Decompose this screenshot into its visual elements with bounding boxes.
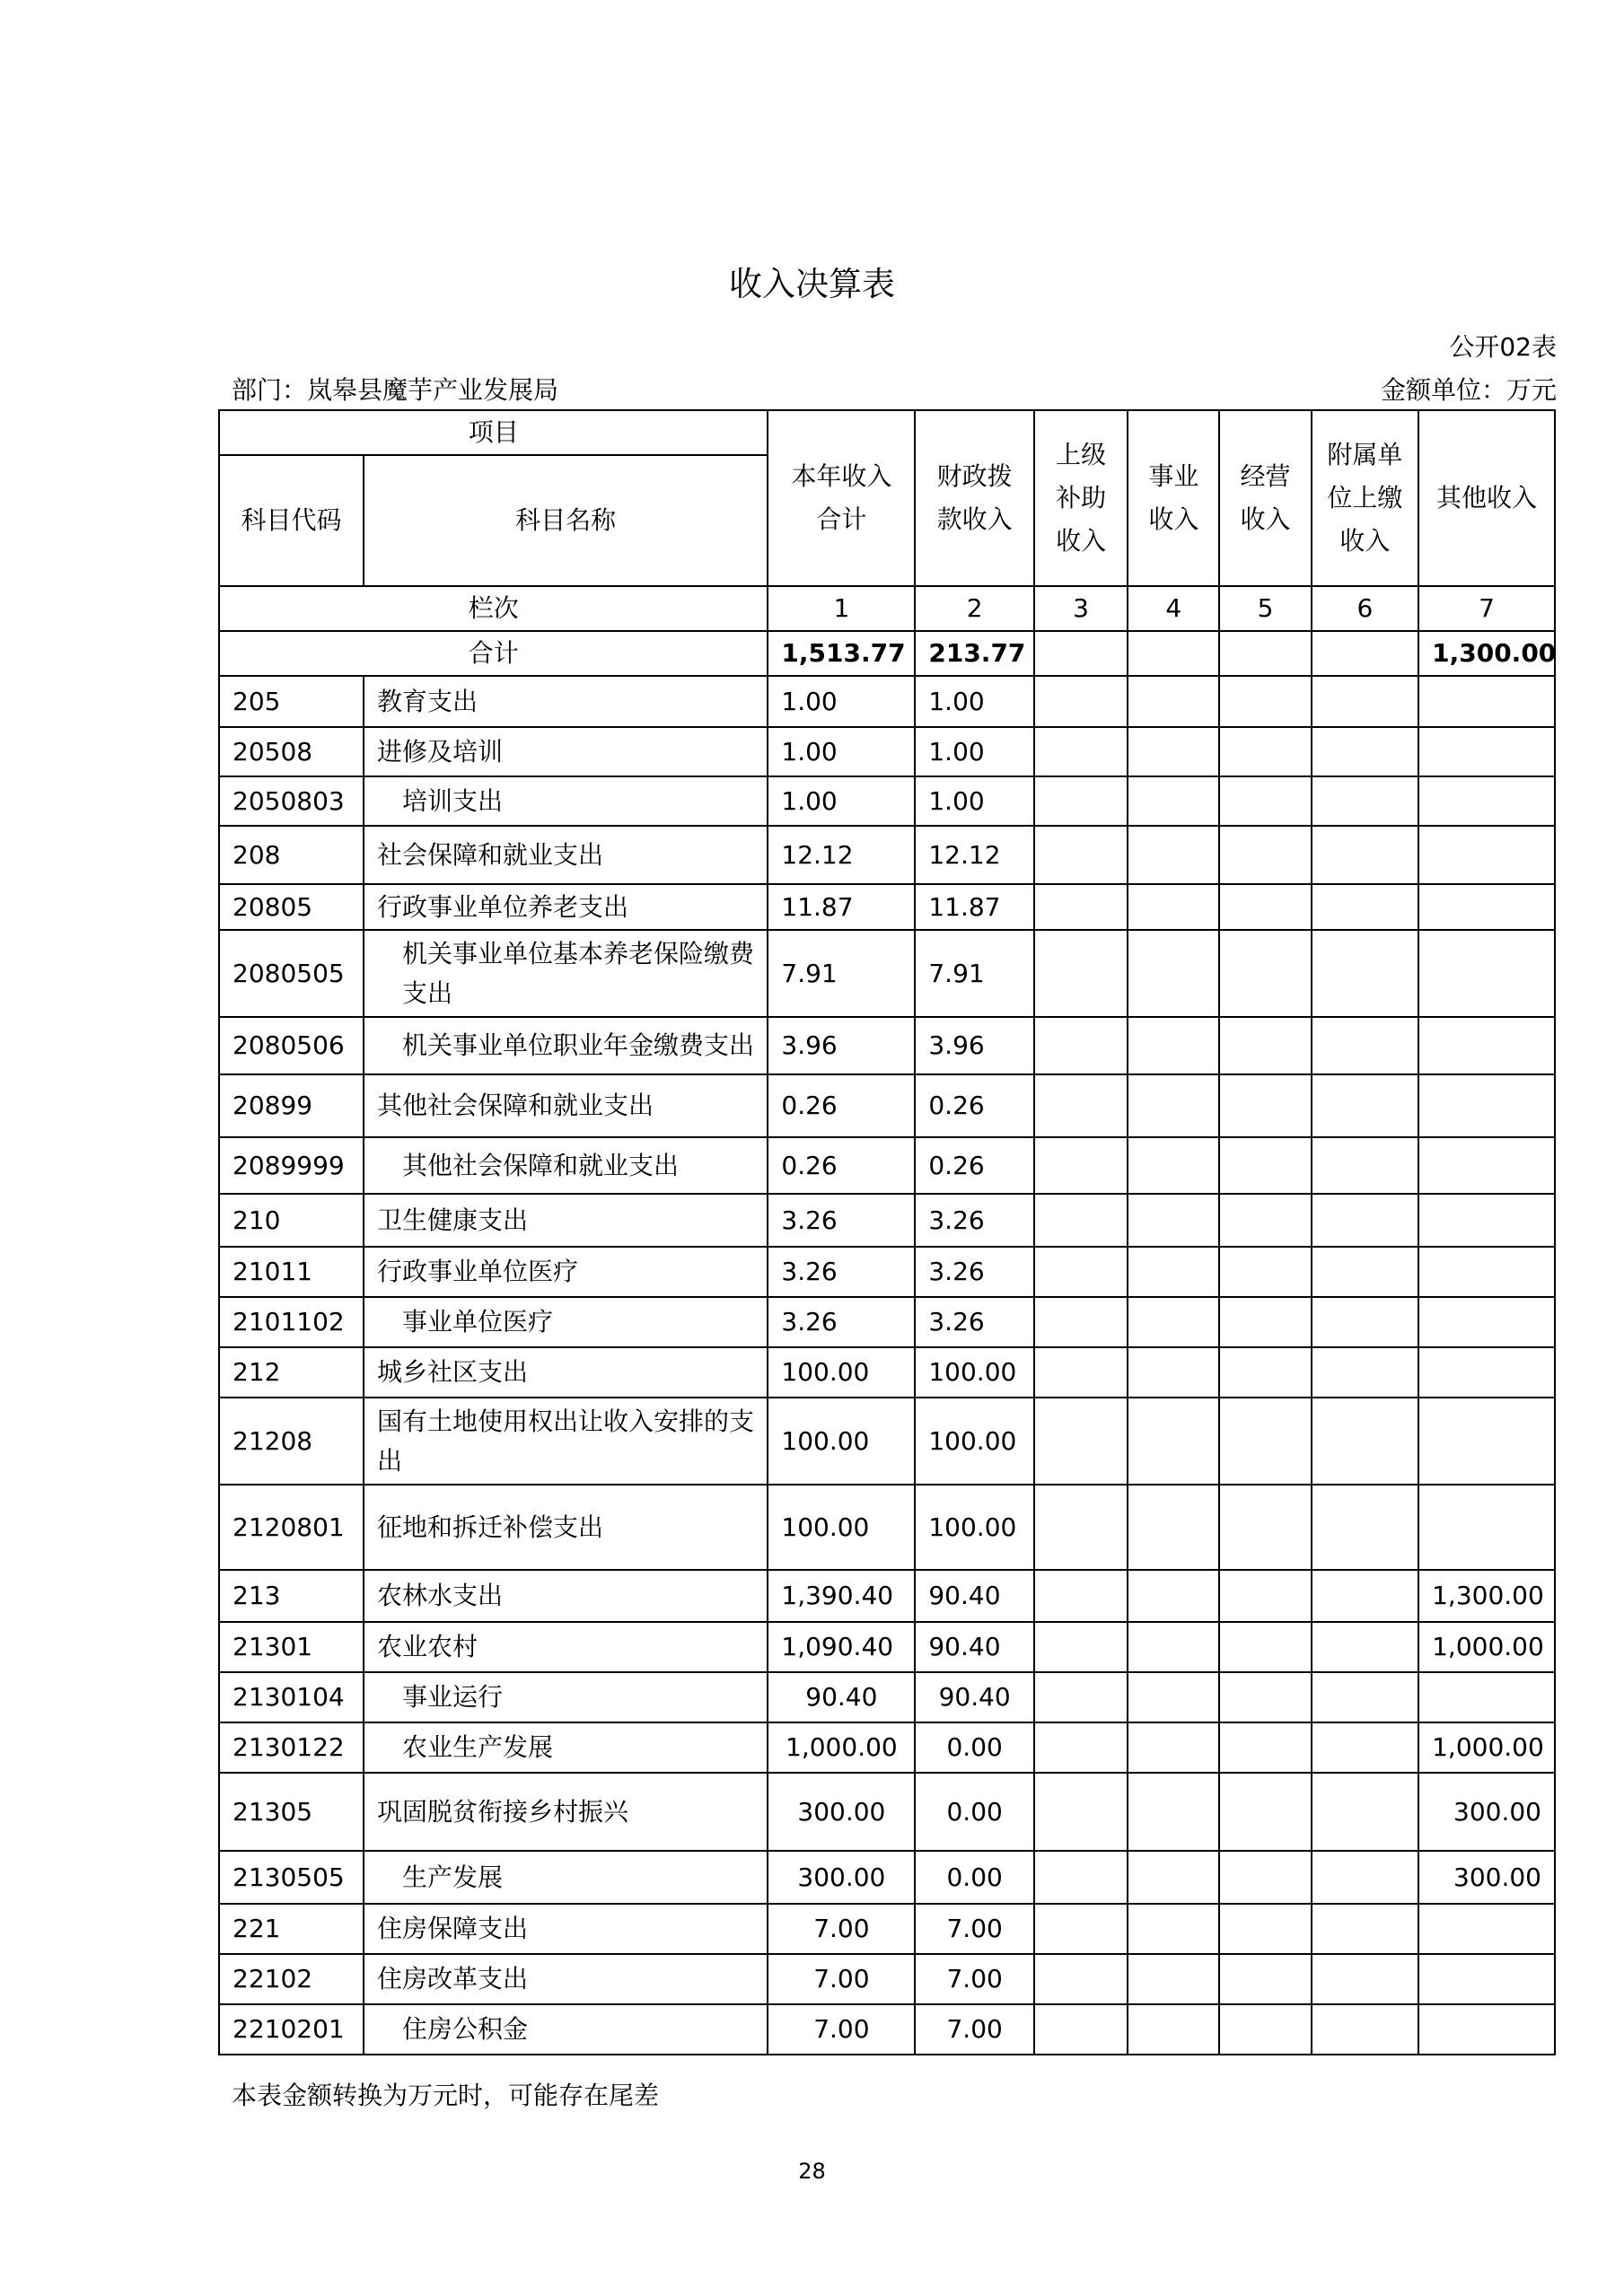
cell-name: 培训支出	[364, 776, 768, 826]
cell-affiliated	[1312, 676, 1418, 727]
cell-operating	[1219, 1297, 1311, 1347]
cell-fiscal: 7.00	[915, 1954, 1034, 2004]
cell-affiliated	[1312, 2004, 1418, 2055]
cell-code: 2130104	[219, 1672, 364, 1722]
cell-code: 2050803	[219, 776, 364, 826]
cell-total: 3.26	[768, 1194, 915, 1247]
cell-other	[1418, 776, 1555, 826]
cell-operating	[1219, 1570, 1311, 1622]
cell-code: 21011	[219, 1247, 364, 1297]
cell-affiliated	[1312, 727, 1418, 776]
col-index: 5	[1219, 586, 1311, 631]
cell-superior	[1034, 1247, 1128, 1297]
table-row	[219, 826, 1555, 884]
cell-affiliated	[1312, 1851, 1418, 1904]
cell-name: 事业运行	[364, 1672, 768, 1722]
cell-operating	[1219, 1137, 1311, 1194]
cell-total: 90.40	[768, 1672, 915, 1722]
cell-fiscal: 100.00	[915, 1485, 1034, 1570]
cell-other	[1418, 826, 1555, 884]
cell-code: 2210201	[219, 2004, 364, 2055]
cell-business	[1128, 1398, 1219, 1485]
cell-fiscal: 90.40	[915, 1672, 1034, 1722]
col-index: 1	[768, 586, 915, 631]
table-row	[219, 1194, 1555, 1247]
cell-superior	[1034, 1904, 1128, 1954]
cell-total: 3.26	[768, 1297, 915, 1347]
cell-total: 100.00	[768, 1347, 915, 1398]
cell-other	[1418, 727, 1555, 776]
cell-fiscal: 100.00	[915, 1398, 1034, 1485]
cell-fiscal: 3.26	[915, 1194, 1034, 1247]
cell-affiliated	[1312, 1297, 1418, 1347]
header-other	[1418, 410, 1555, 586]
page-number: 28	[798, 2159, 826, 2184]
cell-business	[1128, 826, 1219, 884]
cell-fiscal: 12.12	[915, 826, 1034, 884]
cell-business	[1128, 1773, 1219, 1851]
header-affiliated	[1312, 410, 1418, 586]
header-total-label: 本年收入合计	[791, 461, 892, 534]
cell-other	[1418, 1297, 1555, 1347]
cell-other: 1,300.00	[1418, 1570, 1555, 1622]
cell-affiliated	[1312, 1247, 1418, 1297]
cell-code: 21305	[219, 1773, 364, 1851]
cell-code: 213	[219, 1570, 364, 1622]
cell-name: 其他社会保障和就业支出	[364, 1074, 768, 1137]
cell-fiscal: 3.26	[915, 1297, 1034, 1347]
total-label: 合计	[219, 631, 768, 676]
cell-fiscal: 1.00	[915, 727, 1034, 776]
cell-other	[1418, 1672, 1555, 1722]
cell-other	[1418, 884, 1555, 930]
cell-affiliated	[1312, 1347, 1418, 1398]
cell-operating	[1219, 1485, 1311, 1570]
cell-total: 7.91	[768, 930, 915, 1017]
cell-code: 208	[219, 826, 364, 884]
cell-business	[1128, 1247, 1219, 1297]
cell-business	[1128, 884, 1219, 930]
table-row	[219, 1722, 1555, 1773]
cell-total: 1,513.77	[768, 631, 915, 676]
cell-affiliated	[1312, 1570, 1418, 1622]
cell-fiscal: 7.91	[915, 930, 1034, 1017]
cell-operating	[1219, 1247, 1311, 1297]
cell-name: 进修及培训	[364, 727, 768, 776]
cell-superior	[1034, 1137, 1128, 1194]
cell-total: 7.00	[768, 1904, 915, 1954]
cell-business	[1128, 930, 1219, 1017]
cell-business	[1128, 1954, 1219, 2004]
cell-name: 行政事业单位养老支出	[364, 884, 768, 930]
cell-operating	[1219, 1347, 1311, 1398]
cell-fiscal: 7.00	[915, 2004, 1034, 2055]
cell-operating	[1219, 631, 1311, 676]
col-index: 6	[1312, 586, 1418, 631]
cell-other: 1,000.00	[1418, 1622, 1555, 1672]
header-superior-label: 上级补助收入	[1056, 440, 1107, 556]
cell-affiliated	[1312, 1194, 1418, 1247]
cell-code: 221	[219, 1904, 364, 1954]
cell-name: 农业农村	[364, 1622, 768, 1672]
cell-business	[1128, 1622, 1219, 1672]
cell-other	[1418, 930, 1555, 1017]
cell-other: 1,300.00	[1418, 631, 1555, 676]
cell-superior	[1034, 1347, 1128, 1398]
cell-fiscal: 0.00	[915, 1722, 1034, 1773]
table-row	[219, 1347, 1555, 1398]
cell-other	[1418, 1137, 1555, 1194]
cell-affiliated	[1312, 1954, 1418, 2004]
header-superior	[1034, 410, 1128, 586]
cell-superior	[1034, 1485, 1128, 1570]
header-operating-label: 经营收入	[1240, 461, 1291, 534]
col-index: 4	[1128, 586, 1219, 631]
cell-name: 社会保障和就业支出	[364, 826, 768, 884]
cell-name: 机关事业单位职业年金缴费支出	[364, 1017, 768, 1074]
cell-code: 2130122	[219, 1722, 364, 1773]
cell-name: 行政事业单位医疗	[364, 1247, 768, 1297]
header-business-label: 事业收入	[1148, 461, 1199, 534]
cell-superior	[1034, 884, 1128, 930]
cell-total: 1,000.00	[768, 1722, 915, 1773]
cell-superior	[1034, 930, 1128, 1017]
cell-fiscal: 90.40	[915, 1570, 1034, 1622]
cell-name: 农林水支出	[364, 1570, 768, 1622]
cell-total: 12.12	[768, 826, 915, 884]
cell-code: 2101102	[219, 1297, 364, 1347]
cell-business	[1128, 1194, 1219, 1247]
cell-fiscal: 0.00	[915, 1851, 1034, 1904]
cell-affiliated	[1312, 1017, 1418, 1074]
cell-other	[1418, 1017, 1555, 1074]
cell-operating	[1219, 1773, 1311, 1851]
col-index: 3	[1034, 586, 1128, 631]
cell-superior	[1034, 1672, 1128, 1722]
cell-operating	[1219, 1398, 1311, 1485]
cell-superior	[1034, 1570, 1128, 1622]
cell-business	[1128, 1347, 1219, 1398]
cell-operating	[1219, 884, 1311, 930]
cell-superior	[1034, 2004, 1128, 2055]
cell-fiscal: 3.96	[915, 1017, 1034, 1074]
cell-fiscal: 0.00	[915, 1773, 1034, 1851]
cell-superior	[1034, 1297, 1128, 1347]
cell-affiliated	[1312, 1672, 1418, 1722]
cell-business	[1128, 776, 1219, 826]
cell-total: 7.00	[768, 2004, 915, 2055]
cell-business	[1128, 1485, 1219, 1570]
cell-fiscal: 3.26	[915, 1247, 1034, 1297]
cell-name: 农业生产发展	[364, 1722, 768, 1773]
cell-name: 国有土地使用权出让收入安排的支出	[364, 1398, 768, 1485]
cell-business	[1128, 1074, 1219, 1137]
table-row	[219, 776, 1555, 826]
header-other-label: 其他收入	[1436, 483, 1538, 513]
department-label: 部门：岚皋县魔芋产业发展局	[232, 375, 559, 405]
cell-code: 2080506	[219, 1017, 364, 1074]
cell-business	[1128, 631, 1219, 676]
cell-operating	[1219, 1672, 1311, 1722]
cell-affiliated	[1312, 1622, 1418, 1672]
cell-code: 22102	[219, 1954, 364, 2004]
cell-operating	[1219, 826, 1311, 884]
row-index-label: 栏次	[219, 586, 768, 631]
cell-code: 20805	[219, 884, 364, 930]
cell-affiliated	[1312, 1904, 1418, 1954]
cell-operating	[1219, 727, 1311, 776]
cell-operating	[1219, 776, 1311, 826]
cell-code: 20899	[219, 1074, 364, 1137]
table-row	[219, 1570, 1555, 1622]
cell-superior	[1034, 1017, 1128, 1074]
header-fiscal	[915, 410, 1034, 586]
table-row	[219, 1398, 1555, 1485]
table-row	[219, 1074, 1555, 1137]
cell-business	[1128, 1851, 1219, 1904]
cell-name: 其他社会保障和就业支出	[364, 1137, 768, 1194]
table-row	[219, 1672, 1555, 1722]
cell-superior	[1034, 826, 1128, 884]
cell-code: 21301	[219, 1622, 364, 1672]
cell-other: 300.00	[1418, 1851, 1555, 1904]
cell-affiliated	[1312, 1074, 1418, 1137]
cell-superior	[1034, 1722, 1128, 1773]
cell-fiscal: 1.00	[915, 676, 1034, 727]
cell-superior	[1034, 1622, 1128, 1672]
cell-code: 212	[219, 1347, 364, 1398]
cell-total: 1.00	[768, 727, 915, 776]
cell-operating	[1219, 2004, 1311, 2055]
table-row	[219, 1622, 1555, 1672]
cell-other	[1418, 1904, 1555, 1954]
cell-name: 住房改革支出	[364, 1954, 768, 2004]
cell-affiliated	[1312, 776, 1418, 826]
cell-business	[1128, 1137, 1219, 1194]
table-row	[219, 1247, 1555, 1297]
header-business	[1128, 410, 1219, 586]
total-row	[219, 631, 1555, 676]
cell-superior	[1034, 676, 1128, 727]
cell-name: 住房保障支出	[364, 1904, 768, 1954]
form-number: 公开02表	[1449, 332, 1557, 362]
cell-business	[1128, 1297, 1219, 1347]
cell-name: 卫生健康支出	[364, 1194, 768, 1247]
cell-business	[1128, 1017, 1219, 1074]
cell-business	[1128, 1722, 1219, 1773]
cell-affiliated	[1312, 631, 1418, 676]
cell-other	[1418, 1194, 1555, 1247]
cell-superior	[1034, 1194, 1128, 1247]
table-row	[219, 2004, 1555, 2055]
cell-affiliated	[1312, 1398, 1418, 1485]
cell-name: 事业单位医疗	[364, 1297, 768, 1347]
cell-operating	[1219, 1074, 1311, 1137]
cell-total: 3.96	[768, 1017, 915, 1074]
cell-other	[1418, 1074, 1555, 1137]
cell-superior	[1034, 1398, 1128, 1485]
header-fiscal-label: 财政拨款收入	[936, 461, 1013, 534]
cell-superior	[1034, 1773, 1128, 1851]
col-index: 2	[915, 586, 1034, 631]
header-operating	[1219, 410, 1311, 586]
cell-business	[1128, 1570, 1219, 1622]
cell-code: 2130505	[219, 1851, 364, 1904]
table-row	[219, 1773, 1555, 1851]
table-row	[219, 1954, 1555, 2004]
cell-code: 21208	[219, 1398, 364, 1485]
cell-superior	[1034, 631, 1128, 676]
cell-name: 教育支出	[364, 676, 768, 727]
cell-total: 1,090.40	[768, 1622, 915, 1672]
cell-operating	[1219, 1622, 1311, 1672]
col-index: 7	[1418, 586, 1555, 631]
cell-total: 1.00	[768, 676, 915, 727]
cell-total: 1,390.40	[768, 1570, 915, 1622]
cell-total: 300.00	[768, 1773, 915, 1851]
cell-business	[1128, 727, 1219, 776]
table-row	[219, 676, 1555, 727]
cell-superior	[1034, 776, 1128, 826]
cell-other	[1418, 676, 1555, 727]
cell-fiscal: 7.00	[915, 1904, 1034, 1954]
cell-fiscal: 213.77	[915, 631, 1034, 676]
cell-operating	[1219, 1851, 1311, 1904]
table-row	[219, 1017, 1555, 1074]
cell-operating	[1219, 930, 1311, 1017]
cell-code: 205	[219, 676, 364, 727]
table-row	[219, 1137, 1555, 1194]
table-row	[219, 1297, 1555, 1347]
cell-operating	[1219, 1904, 1311, 1954]
cell-total: 300.00	[768, 1851, 915, 1904]
cell-total: 0.26	[768, 1074, 915, 1137]
header-total	[768, 410, 915, 586]
cell-total: 3.26	[768, 1247, 915, 1297]
table-row	[219, 1485, 1555, 1570]
cell-other	[1418, 1954, 1555, 2004]
cell-business	[1128, 676, 1219, 727]
cell-other: 1,000.00	[1418, 1722, 1555, 1773]
cell-other	[1418, 1247, 1555, 1297]
cell-total: 100.00	[768, 1398, 915, 1485]
income-table	[218, 409, 1556, 2055]
cell-operating	[1219, 1954, 1311, 2004]
cell-other	[1418, 1398, 1555, 1485]
cell-code: 2120801	[219, 1485, 364, 1570]
cell-operating	[1219, 676, 1311, 727]
footnote: 本表金额转换为万元时，可能存在尾差	[232, 2081, 660, 2110]
cell-superior	[1034, 1074, 1128, 1137]
header-name: 科目名称	[364, 455, 768, 586]
table-row	[219, 1904, 1555, 1954]
cell-total: 0.26	[768, 1137, 915, 1194]
cell-affiliated	[1312, 930, 1418, 1017]
cell-other: 300.00	[1418, 1773, 1555, 1851]
cell-name: 生产发展	[364, 1851, 768, 1904]
cell-name: 城乡社区支出	[364, 1347, 768, 1398]
cell-affiliated	[1312, 1722, 1418, 1773]
cell-affiliated	[1312, 826, 1418, 884]
cell-code: 20508	[219, 727, 364, 776]
header-project: 项目	[219, 410, 768, 455]
cell-code: 2089999	[219, 1137, 364, 1194]
cell-total: 100.00	[768, 1485, 915, 1570]
cell-affiliated	[1312, 884, 1418, 930]
cell-operating	[1219, 1017, 1311, 1074]
cell-fiscal: 0.26	[915, 1074, 1034, 1137]
table-row	[219, 1851, 1555, 1904]
cell-affiliated	[1312, 1773, 1418, 1851]
cell-business	[1128, 2004, 1219, 2055]
cell-operating	[1219, 1194, 1311, 1247]
table-row	[219, 930, 1555, 1017]
cell-fiscal: 11.87	[915, 884, 1034, 930]
cell-fiscal: 1.00	[915, 776, 1034, 826]
cell-operating	[1219, 1722, 1311, 1773]
cell-superior	[1034, 1954, 1128, 2004]
cell-name: 机关事业单位基本养老保险缴费支出	[364, 930, 768, 1017]
cell-other	[1418, 1485, 1555, 1570]
cell-name: 住房公积金	[364, 2004, 768, 2055]
cell-fiscal: 100.00	[915, 1347, 1034, 1398]
cell-affiliated	[1312, 1485, 1418, 1570]
cell-other	[1418, 1347, 1555, 1398]
cell-business	[1128, 1904, 1219, 1954]
header-affiliated-label: 附属单位上缴收入	[1327, 440, 1403, 556]
header-code: 科目代码	[219, 455, 364, 586]
cell-name: 巩固脱贫衔接乡村振兴	[364, 1773, 768, 1851]
cell-business	[1128, 1672, 1219, 1722]
cell-code: 210	[219, 1194, 364, 1247]
cell-total: 7.00	[768, 1954, 915, 2004]
amount-unit-label: 金额单位：万元	[1380, 375, 1557, 405]
cell-superior	[1034, 727, 1128, 776]
table-row	[219, 884, 1555, 930]
cell-fiscal: 90.40	[915, 1622, 1034, 1672]
cell-code: 2080505	[219, 930, 364, 1017]
cell-fiscal: 0.26	[915, 1137, 1034, 1194]
table-row	[219, 727, 1555, 776]
cell-name: 征地和拆迁补偿支出	[364, 1485, 768, 1570]
cell-total: 1.00	[768, 776, 915, 826]
cell-total: 11.87	[768, 884, 915, 930]
cell-superior	[1034, 1851, 1128, 1904]
cell-other	[1418, 2004, 1555, 2055]
cell-affiliated	[1312, 1137, 1418, 1194]
page-title: 收入决算表	[729, 265, 895, 303]
